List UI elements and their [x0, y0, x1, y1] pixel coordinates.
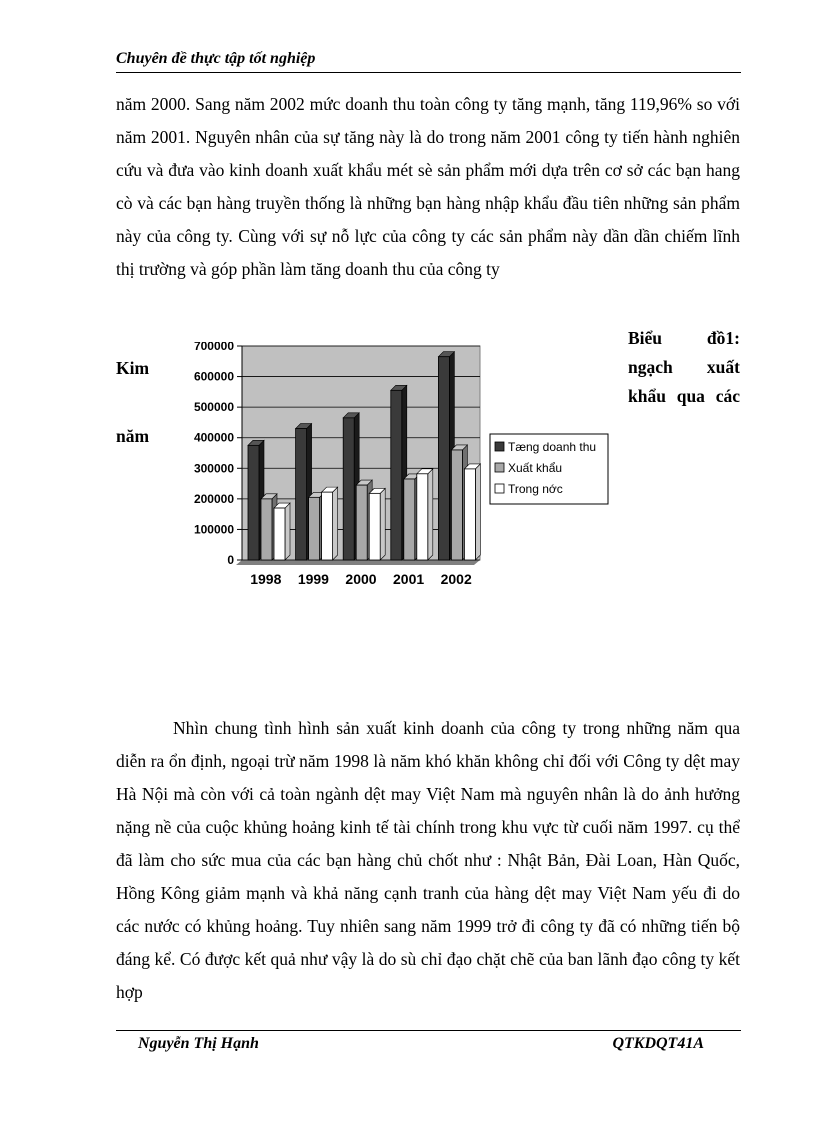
bar	[391, 390, 402, 560]
chart-caption-line-3: khẩu qua các	[628, 386, 740, 406]
chart-caption-line-1: Biểu đồ1:	[628, 328, 740, 348]
y-tick-label: 700000	[193, 342, 234, 353]
plot-floor	[236, 560, 480, 565]
bar-side	[333, 487, 338, 560]
y-tick-label: 300000	[193, 461, 234, 476]
chart-caption-line-2: ngạch xuất	[628, 357, 740, 377]
bar	[248, 445, 259, 560]
bar-side	[475, 464, 480, 560]
legend-label: Xuất khẩu	[508, 461, 563, 475]
paragraph-2: Nhìn chung tình hình sản xuất kinh doanh của công ty trong những năm qua diễn ra ổn định, ngoại trừ năm 1998 là năm khó khăn không chỉ đối với Công ty dệt may Hà Nội mà còn với cả toàn ngành dệt may Việt Nam mà nguyên nhân là do ảnh hưởng nặng nề của cuộc khủng hoảng kinh tế tài chính trong khu vực từ cuối năm 1997. cụ thể đã làm cho sức mua của các bạn hàng chủ chốt như : Nhật Bản, Đài Loan, Hàn Quốc, Hồng Kông giảm mạnh và khả năng cạnh tranh của hàng dệt may Việt Nam yếu đi do các nước có khủng hoảng. Tuy nhiên sang năm 1999 trở đi công ty đã có những tiến bộ đáng kể. Có được kết quả như vậy là do sù chỉ đạo chặt chẽ của ban lãnh đạo công ty kết hợp	[116, 718, 740, 1002]
y-tick-label: 600000	[193, 369, 234, 384]
page-header	[116, 50, 741, 73]
y-tick-label: 400000	[193, 430, 234, 445]
bar	[451, 450, 462, 560]
legend-swatch	[495, 484, 504, 493]
bar	[322, 492, 333, 560]
legend-label: Tæng doanh thu	[508, 440, 597, 454]
x-tick-label: 2000	[345, 571, 377, 587]
y-tick-label: 500000	[193, 400, 234, 415]
footer-code: QTKDQT41A	[612, 1035, 704, 1052]
x-tick-label: 1999	[297, 571, 329, 587]
legend-swatch	[495, 442, 504, 451]
bar	[296, 429, 307, 560]
bar	[369, 493, 380, 560]
bar	[417, 474, 428, 560]
bar	[261, 499, 272, 560]
legend-swatch	[495, 463, 504, 472]
footer-author: Nguyễn Thị Hạnh	[138, 1035, 259, 1052]
header-title: Chuyên đề thực tập tốt nghiệp	[116, 50, 316, 67]
y-tick-label: 100000	[193, 522, 234, 537]
y-tick-label: 200000	[193, 491, 234, 506]
side-label-kim: Kim	[116, 358, 150, 378]
x-tick-label: 2002	[440, 571, 472, 587]
y-tick-label: 0	[227, 553, 234, 567]
bar	[274, 508, 285, 560]
side-label-nam: năm	[116, 426, 150, 446]
bar	[404, 479, 415, 560]
chart-caption	[628, 324, 740, 411]
bar	[438, 357, 449, 560]
x-tick-label: 1998	[250, 571, 282, 587]
bar	[464, 469, 475, 560]
bar-chart	[170, 342, 615, 592]
x-tick-label: 2001	[393, 571, 425, 587]
paragraph-1: năm 2000. Sang năm 2002 mức doanh thu toàn công ty tăng mạnh, tăng 119,96% so với năm 2001. Nguyên nhân của sự tăng này là do trong năm 2001 công ty tiến hành nghiên cứu và đưa vào kinh doanh xuất khẩu mét sè sản phẩm mới dựa trên cơ sở các bạn hang cò và các bạn hàng truyền thống là những bạn hàng nhập khẩu đầu tiên những sản phẩm này của công ty. Cùng với sự nỗ lực của công ty các sản phẩm này dần dần chiếm lĩnh thị trường và góp phần làm tăng doanh thu của công ty	[116, 94, 740, 279]
bar-side	[285, 503, 290, 560]
bar-side	[380, 488, 385, 560]
bar	[343, 418, 354, 560]
legend-label: Trong nớc	[508, 482, 563, 496]
page-footer	[116, 1030, 741, 1052]
bar	[356, 485, 367, 560]
bar	[309, 497, 320, 560]
bar-side	[428, 469, 433, 560]
